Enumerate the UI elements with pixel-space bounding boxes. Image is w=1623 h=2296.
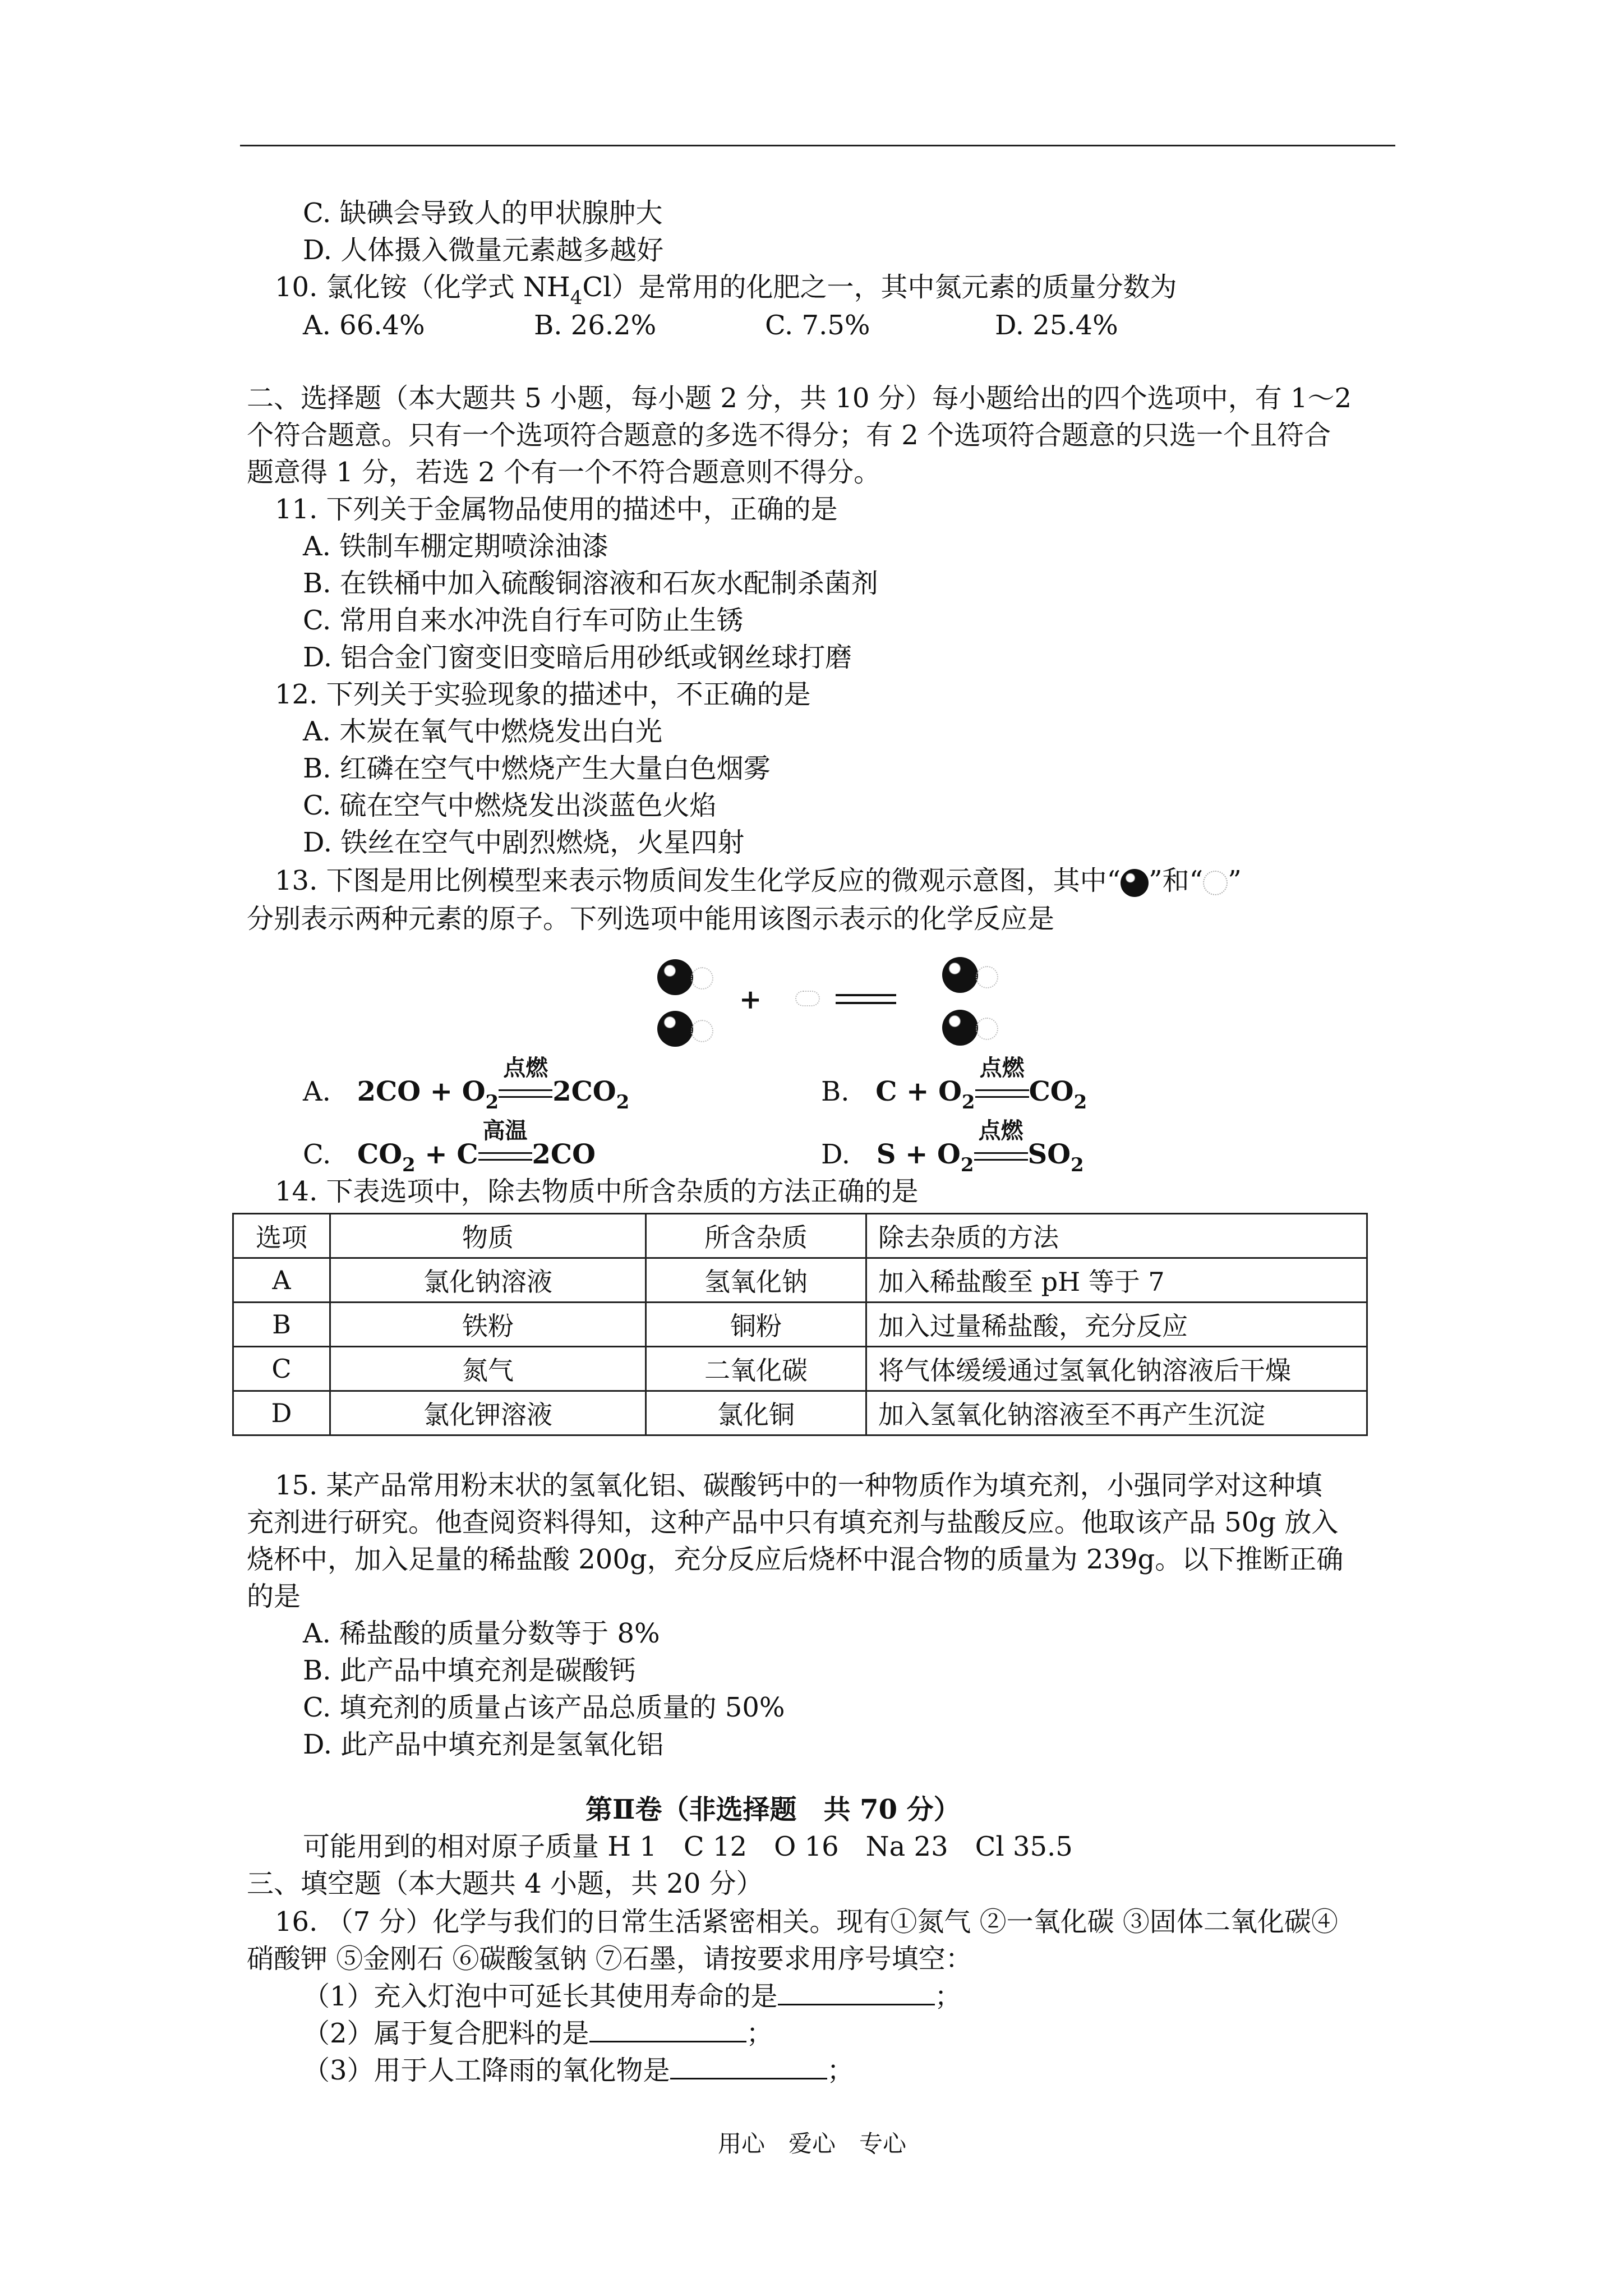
equation-subscript: 2: [961, 1091, 975, 1114]
q16-item-end: ；: [934, 1981, 962, 2012]
q12-stem: 12. 下列关于实验现象的描述中，不正确的是: [275, 679, 811, 710]
q10-stem-a: 10. 氯化铵（化学式 NH: [275, 272, 570, 303]
q11-option-c: C. 常用自来水冲洗自行车可防止生锈: [303, 605, 744, 636]
q16-item-end: ；: [746, 2018, 773, 2049]
equation-subscript: 2: [1071, 1154, 1084, 1176]
q11-option-d: D. 铝合金门窗变旧变暗后用砂纸或钢丝球打磨: [303, 642, 852, 673]
condition-label: 点燃: [978, 1117, 1023, 1144]
table-cell: 将气体缓缓通过氢氧化钠溶液后干燥: [866, 1347, 1367, 1391]
equation-lhs-2: + C: [415, 1139, 478, 1170]
q13-stem-a: 13. 下图是用比例模型来表示物质间发生化学反应的微观示意图，其中“: [275, 865, 1121, 896]
q13-stem: [275, 864, 1242, 898]
black-atom-icon: [1121, 869, 1149, 897]
equation-rhs: 2CO: [552, 1076, 616, 1107]
product-atom-white-2: [976, 1018, 998, 1040]
equals-bar: [499, 1089, 552, 1098]
table-header: 除去杂质的方法: [866, 1214, 1367, 1258]
table-cell: 加入过量稀盐酸，充分反应: [866, 1303, 1367, 1347]
equation-rhs: CO: [1029, 1076, 1074, 1107]
equation-rhs: SO: [1027, 1139, 1071, 1170]
table-cell: B: [233, 1303, 330, 1347]
table-cell: 铜粉: [646, 1303, 866, 1347]
white-atom-icon: [1203, 871, 1228, 895]
q15-line-4: 的是: [247, 1581, 301, 1612]
equation-subscript: 2: [616, 1091, 630, 1114]
reactant-atom-white-2: [691, 1020, 713, 1042]
q10-stem: [275, 270, 1177, 307]
q16-item-2: [303, 2016, 773, 2050]
page-footer: 用心 爱心 专心: [718, 2130, 907, 2157]
q10-option-a: A. 66.4%: [303, 310, 425, 341]
reaction-condition: [974, 1117, 1028, 1170]
q15-option-c: C. 填充剂的质量占该产品总质量的 50%: [303, 1692, 785, 1723]
header-rule: [240, 145, 1395, 146]
condition-label: 点燃: [979, 1055, 1025, 1081]
reactant-atom-black-2: [657, 1011, 693, 1047]
q13-option-d: [821, 1117, 1084, 1176]
q11-option-b: B. 在铁桶中加入硫酸铜溶液和石灰水配制杀菌剂: [303, 568, 878, 599]
q13-option-c: [303, 1117, 596, 1176]
q13-option-a: [303, 1055, 630, 1114]
reaction-condition: [499, 1055, 552, 1107]
section2-line-1: 二、选择题（本大题共 5 小题，每小题 2 分，共 10 分）每小题给出的四个选项中，有 1～2: [247, 383, 1352, 414]
q11-option-a: A. 铁制车棚定期喷涂油漆: [303, 531, 609, 562]
option-letter: C.: [303, 1139, 331, 1170]
q16-item-label: （2）属于复合肥料的是: [303, 2018, 589, 2049]
product-atom-black-2: [942, 1010, 978, 1046]
equation-subscript: 2: [485, 1091, 499, 1114]
q15-option-d: D. 此产品中填充剂是氢氧化铝: [303, 1729, 664, 1760]
q12-option-d: D. 铁丝在空气中剧烈燃烧，火星四射: [303, 827, 745, 858]
equation-lhs: C + O: [875, 1076, 962, 1107]
q9-option-d: D. 人体摄入微量元素越多越好: [303, 234, 664, 266]
table-row: [233, 1258, 1367, 1303]
equation-subscript: 2: [960, 1154, 974, 1176]
equation-subscript: 2: [1073, 1091, 1087, 1114]
table-cell: 加入稀盐酸至 pH 等于 7: [866, 1258, 1367, 1303]
table-row: [233, 1391, 1367, 1435]
answer-blank[interactable]: [589, 2016, 746, 2042]
section3-heading: 三、填空题（本大题共 4 小题，共 20 分）: [247, 1868, 763, 1899]
answer-blank[interactable]: [778, 1979, 935, 2005]
option-letter: A.: [303, 1076, 331, 1107]
reactant-molecule-white: [795, 991, 820, 1006]
condition-label: 点燃: [503, 1055, 548, 1081]
condition-label: 高温: [482, 1117, 528, 1144]
table-cell: 铁粉: [330, 1303, 646, 1347]
q16-item-end: ；: [827, 2055, 854, 2086]
table-cell: A: [233, 1258, 330, 1303]
equation-rhs: 2CO: [532, 1139, 596, 1170]
table-cell: C: [233, 1347, 330, 1391]
equation-lhs: 2CO + O: [357, 1076, 486, 1107]
q12-option-b: B. 红磷在空气中燃烧产生大量白色烟雾: [303, 753, 771, 784]
table-header: 选项: [233, 1214, 330, 1258]
equals-bar: [974, 1152, 1028, 1161]
q11-stem: 11. 下列关于金属物品使用的描述中，正确的是: [275, 494, 838, 525]
q15-option-a: A. 稀盐酸的质量分数等于 8%: [303, 1618, 660, 1649]
q12-option-a: A. 木炭在氧气中燃烧发出白光: [303, 716, 663, 747]
reaction-condition: [975, 1055, 1029, 1107]
q16-item-label: （3）用于人工降雨的氧化物是: [303, 2055, 670, 2086]
product-atom-white-1: [976, 966, 998, 988]
q16-line-1: 16. （7 分）化学与我们的日常生活紧密相关。现有①氮气 ②一氧化碳 ③固体二氧化碳④: [275, 1906, 1338, 1938]
q12-option-c: C. 硫在空气中燃烧发出淡蓝色火焰: [303, 790, 717, 821]
option-letter: D.: [821, 1139, 851, 1170]
product-atom-black-1: [942, 957, 978, 993]
q15-line-3: 烧杯中，加入足量的稀盐酸 200g，充分反应后烧杯中混合物的质量为 239g。以下推断正确: [247, 1544, 1344, 1575]
reactant-atom-white-1: [691, 967, 713, 990]
q16-item-label: （1）充入灯泡中可延长其使用寿命的是: [303, 1981, 778, 2012]
table-cell: 氯化钾溶液: [330, 1391, 646, 1435]
answer-blank[interactable]: [670, 2053, 827, 2079]
table-cell: 氯化钠溶液: [330, 1258, 646, 1303]
section2-line-3: 题意得 1 分，若选 2 个有一个不符合题意则不得分。: [247, 457, 881, 488]
table-row: [233, 1347, 1367, 1391]
q14-table: [232, 1213, 1368, 1436]
q13-stem-c: ”: [1228, 865, 1242, 896]
q10-stem-b: Cl）是常用的化肥之一，其中氮元素的质量分数为: [582, 272, 1177, 303]
table-header: 物质: [330, 1214, 646, 1258]
equals-bar: [478, 1152, 532, 1161]
plus-sign: +: [739, 984, 762, 1015]
table-header: 所含杂质: [646, 1214, 866, 1258]
table-cell: D: [233, 1391, 330, 1435]
q15-line-1: 15. 某产品常用粉末状的氢氧化铝、碳酸钙中的一种物质作为填充剂，小强同学对这种填: [275, 1470, 1322, 1501]
equals-bar: [975, 1089, 1029, 1098]
q10-option-c: C. 7.5%: [765, 310, 870, 341]
table-cell: 氢氧化钠: [646, 1258, 866, 1303]
q16-item-3: [303, 2053, 854, 2087]
reaction-equals-sign: [836, 994, 896, 1004]
equation-lhs: CO: [357, 1139, 403, 1170]
table-cell: 氯化铜: [646, 1391, 866, 1435]
q9-option-c: C. 缺碘会导致人的甲状腺肿大: [303, 197, 663, 229]
q10-option-d: D. 25.4%: [995, 310, 1118, 341]
atomic-mass-line: 可能用到的相对原子质量 H 1 C 12 O 16 Na 23 Cl 35.5: [303, 1831, 1073, 1862]
table-cell: 二氧化碳: [646, 1347, 866, 1391]
equation-subscript: 2: [402, 1154, 416, 1176]
section2-line-2: 个符合题意。只有一个选项符合题意的多选不得分；有 2 个选项符合题意的只选一个且符合: [247, 420, 1331, 451]
part2-title: 第Ⅱ卷（非选择题 共 70 分）: [585, 1794, 961, 1825]
option-letter: B.: [821, 1076, 850, 1107]
equation-lhs: S + O: [876, 1139, 961, 1170]
q14-stem: 14. 下表选项中，除去物质中所含杂质的方法正确的是: [275, 1176, 919, 1207]
table-row: [233, 1303, 1367, 1347]
q16-item-1: [303, 1979, 962, 2013]
q13-stem-b: ”和“: [1149, 865, 1204, 896]
q15-line-2: 充剂进行研究。他查阅资料得知，这种产品中只有填充剂与盐酸反应。他取该产品 50g 放入: [247, 1507, 1339, 1538]
q15-option-b: B. 此产品中填充剂是碳酸钙: [303, 1655, 636, 1686]
table-cell: 加入氢氧化钠溶液至不再产生沉淀: [866, 1391, 1367, 1435]
reactant-atom-black-1: [657, 959, 693, 995]
q10-subscript: 4: [570, 287, 583, 309]
q10-option-b: B. 26.2%: [534, 310, 657, 341]
q13-stem-line-2: 分别表示两种元素的原子。下列选项中能用该图示表示的化学反应是: [247, 903, 1055, 935]
q13-option-b: [821, 1055, 1087, 1114]
q16-line-2: 硝酸钾 ⑤金刚石 ⑥碳酸氢钠 ⑦石墨，请按要求用序号填空：: [247, 1943, 972, 1975]
reaction-condition: [478, 1117, 532, 1170]
table-header-row: [233, 1214, 1367, 1258]
table-cell: 氮气: [330, 1347, 646, 1391]
